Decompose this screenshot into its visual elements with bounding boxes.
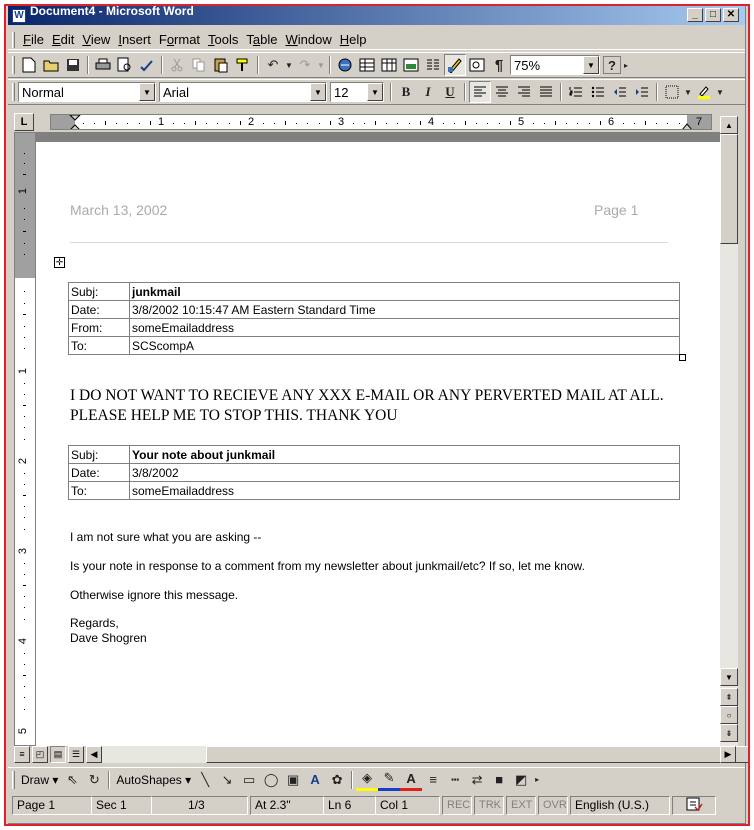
underline-button[interactable]: U [445,84,455,99]
separator [87,56,89,74]
maximize-button[interactable]: □ [705,8,721,22]
separator [390,83,392,101]
status-at[interactable]: At 2.3" [250,796,324,815]
separator [329,56,331,74]
help-icon[interactable] [603,56,621,74]
reply-paragraph-2[interactable]: Is your note in response to a comment from my newsletter about junkmail/etc? If so, let me know. [70,559,585,573]
italic-button[interactable]: I [425,84,431,99]
fill-color-icon[interactable]: ◈ [356,769,378,791]
spelling-status-icon[interactable] [672,796,716,815]
zoom-value: 75% [514,57,541,73]
status-rec[interactable]: REC [442,796,472,815]
vruler-ticks [15,133,35,746]
font-size-value: 12 [334,84,349,100]
toolbar-grip[interactable] [12,83,15,101]
align-center-icon[interactable] [491,81,513,103]
shadow-icon[interactable]: ■ [495,772,504,787]
style-value: Normal [22,84,64,100]
signature-line[interactable]: Dave Shogren [70,631,147,645]
table-cell-key[interactable]: Subj: [69,446,130,464]
chevron-down-icon[interactable]: ▼ [310,83,326,101]
status-section[interactable]: Sec 1 [92,796,152,815]
horizontal-ruler[interactable] [50,114,712,130]
menu-insert[interactable]: Insert [118,32,151,47]
show-hide-icon[interactable]: ¶ [494,56,504,74]
arrow-style-icon[interactable]: ⇄ [471,771,483,787]
font-color-icon[interactable]: A [400,769,422,791]
close-button[interactable]: ✕ [723,8,739,22]
scroll-thumb[interactable] [720,134,738,244]
window-controls [687,8,739,22]
horizontal-scroll-thumb[interactable] [206,746,750,763]
vertical-scrollbar[interactable] [720,116,738,748]
autoshapes-menu-button[interactable]: AutoShapes ▾ [116,772,192,787]
autoshapes-label: AutoShapes [116,772,182,787]
print-icon[interactable] [92,54,114,76]
align-left-icon[interactable] [469,81,491,103]
wordart-icon[interactable]: A [310,772,320,787]
menu-bar [8,30,745,50]
toolbar-grip[interactable] [12,771,15,789]
separator [464,83,466,101]
vruler-number: 1 [17,187,30,195]
horizontal-scroll-row [14,746,738,764]
menu-format[interactable]: Format [158,32,201,47]
print-layout-view-icon[interactable]: ▤ [50,746,66,763]
borders-icon[interactable] [661,81,683,103]
separator [351,771,353,789]
title-bar [8,6,745,25]
draw-menu-button[interactable]: Draw ▾ [21,772,59,787]
borders-dropdown-icon[interactable]: ▼ [684,87,692,97]
align-right-icon[interactable] [513,81,535,103]
horizontal-scroll-track[interactable] [102,746,722,763]
previous-page-icon[interactable]: ⇞ [720,688,738,706]
document-area[interactable] [36,132,720,746]
table-row [69,446,680,464]
window-title: Document4 - Microsoft Word [30,6,194,18]
status-language[interactable]: English (U.S.) [570,796,670,815]
font-value: Arial [163,84,190,100]
tab-selector-button[interactable]: L [14,113,34,131]
table-row [69,337,680,355]
tables-borders-icon[interactable] [356,54,378,76]
screenshot-frame [4,4,750,826]
scroll-down-icon[interactable]: ▼ [720,668,738,686]
menu-edit[interactable]: Edit [51,32,75,47]
justify-icon[interactable] [535,81,557,103]
chevron-down-icon[interactable]: ▼ [367,83,383,101]
indent-markers-icon[interactable] [69,115,81,130]
toolbar-options-icon[interactable]: ▸ [623,60,628,70]
toolbar-grip[interactable] [12,56,15,74]
horizontal-ruler-row [8,110,745,132]
status-line[interactable]: Ln 6 [324,796,376,815]
table-row [69,301,680,319]
bullets-icon[interactable] [587,81,609,103]
table-row [69,464,680,482]
menu-window[interactable]: Window [285,32,332,47]
table-cell-key[interactable]: From: [69,319,130,337]
cut-icon[interactable] [166,54,188,76]
format-painter-icon[interactable] [232,54,254,76]
menubar-grip[interactable] [12,32,15,48]
table-cell-value[interactable]: 3/8/2002 10:15:47 AM Eastern Standard Time [130,301,680,319]
font-select[interactable] [159,82,327,102]
numbering-icon[interactable] [565,81,587,103]
table-resize-handle-icon[interactable] [679,354,686,361]
clip-art-icon[interactable]: ✿ [331,771,343,787]
ruler-number: 1 [158,116,165,128]
arrow-icon[interactable]: ↘ [221,771,233,787]
ruler-number: 7 [696,116,703,128]
decrease-indent-icon[interactable] [609,81,631,103]
free-rotate-icon[interactable]: ↻ [88,771,100,787]
chevron-down-icon[interactable]: ▼ [139,83,155,101]
copy-icon[interactable] [188,54,210,76]
print-preview-icon[interactable] [114,54,136,76]
minimize-button[interactable]: _ [687,8,703,22]
chevron-down-icon[interactable]: ▼ [583,56,599,74]
separator [161,56,163,74]
separator [656,83,658,101]
scroll-right-icon[interactable]: ▶ [720,746,736,763]
redo-icon[interactable]: ↷ [299,57,311,72]
drawing-icon[interactable] [444,54,466,76]
table-cell-value[interactable]: someEmailaddress [130,319,680,337]
drawing-toolbar [8,767,745,791]
font-size-select[interactable] [330,82,384,102]
table-cell-value[interactable]: SCScompA [130,337,680,355]
message2-table[interactable] [68,445,680,500]
line-icon[interactable]: ╲ [201,771,210,787]
help-glyph: ? [608,57,616,73]
select-browse-object-icon[interactable]: ○ [720,706,738,724]
insert-excel-icon[interactable] [400,54,422,76]
dash-style-icon[interactable]: ┅ [451,771,460,787]
ruler-number: 5 [518,116,525,128]
separator [560,83,562,101]
web-layout-view-icon[interactable]: ◰ [32,746,48,763]
table-cell-key[interactable]: To: [69,337,130,355]
highlight-icon[interactable] [693,81,715,103]
ruler-number: 3 [338,116,345,128]
line-color-icon[interactable]: ✎ [378,769,400,791]
complaint-paragraph[interactable]: I DO NOT WANT TO RECIEVE ANY XXX E-MAIL OR ANY PERVERTED MAIL AT ALL. PLEASE HELP ME TO STOP THIS. THANK YOU [70,387,664,424]
table-move-handle-icon[interactable]: ✛ [55,257,64,267]
style-select[interactable] [18,82,156,102]
menu-tools[interactable]: Tools [208,32,239,47]
text-box-icon[interactable]: ▣ [286,771,300,787]
open-folder-icon[interactable] [40,54,62,76]
status-trk[interactable]: TRK [474,796,504,815]
word-window [8,6,746,824]
word-app-icon[interactable]: W [12,9,26,23]
paste-icon[interactable] [210,54,232,76]
highlight-dropdown-icon[interactable]: ▼ [716,87,724,97]
ruler-number: 2 [248,116,255,128]
formatting-toolbar [8,79,745,105]
standard-toolbar [8,52,745,78]
save-icon[interactable] [62,54,84,76]
insert-table-icon[interactable] [378,54,400,76]
menu-file[interactable]: File [23,32,44,47]
reply-paragraph-3[interactable]: Otherwise ignore this message. [70,588,239,602]
new-document-icon[interactable] [18,54,40,76]
menu-table[interactable]: Table [246,32,278,47]
table-row [69,283,680,301]
vruler-number: 2 [17,457,30,465]
vruler-number: 4 [17,637,30,645]
status-column[interactable]: Col 1 [376,796,440,815]
table-cell-value[interactable]: Your note about junkmail [130,446,680,464]
menu-help[interactable]: Help [339,32,367,47]
select-objects-icon[interactable]: ⇖ [66,771,78,787]
right-indent-marker-icon[interactable] [681,115,693,130]
table-cell-key[interactable]: Subj: [69,283,130,301]
redo-dropdown-icon[interactable]: ▼ [317,60,325,70]
status-ext[interactable]: EXT [506,796,536,815]
ruler-number: 6 [608,116,615,128]
undo-icon[interactable]: ↶ [267,57,279,72]
outline-view-icon[interactable]: ☰ [68,746,84,763]
document-map-icon[interactable] [466,54,488,76]
increase-indent-icon[interactable] [631,81,653,103]
status-page[interactable]: Page 1 [12,796,92,815]
drawing-options-icon[interactable]: ▸ [535,775,540,784]
separator [257,56,259,74]
table-cell-key[interactable]: Date: [69,464,130,482]
oval-icon[interactable]: ◯ [263,771,279,787]
insert-hyperlink-icon[interactable] [334,54,356,76]
next-page-icon[interactable]: ⇟ [720,724,738,742]
scroll-left-icon[interactable]: ◀ [86,746,102,763]
spelling-icon[interactable] [136,54,158,76]
document-page[interactable] [36,142,720,746]
vruler-number: 5 [17,727,30,735]
header-rule [70,242,668,243]
separator [108,771,110,789]
menu-view[interactable]: View [82,32,111,47]
message1-table[interactable] [68,282,680,355]
3d-icon[interactable]: ◩ [514,771,528,787]
table-cell-value[interactable]: junkmail [130,283,680,301]
normal-view-icon[interactable]: ≡ [14,746,30,763]
table-row [69,482,680,500]
table-cell-key[interactable]: To: [69,482,130,500]
status-ovr[interactable]: OVR [538,796,568,815]
undo-dropdown-icon[interactable]: ▼ [285,60,293,70]
header-page-number: Page 1 [594,202,639,218]
table-cell-key[interactable]: Date: [69,301,130,319]
vruler-number: 1 [17,367,30,375]
bold-button[interactable]: B [401,84,411,99]
rectangle-icon[interactable]: ▭ [242,771,256,787]
status-page-count[interactable]: 1/3 [152,796,248,815]
reply-paragraph-1[interactable]: I am not sure what you are asking -- [70,530,262,544]
table-row [69,319,680,337]
vertical-ruler[interactable] [14,132,36,746]
draw-label: Draw [21,772,50,787]
table-cell-value[interactable]: someEmailaddress [130,482,680,500]
status-bar [8,794,745,816]
vruler-number: 3 [17,547,30,555]
closing-line[interactable]: Regards, [70,616,119,630]
ruler-number: 4 [428,116,435,128]
scroll-up-icon[interactable]: ▲ [720,116,738,134]
table-cell-value[interactable]: 3/8/2002 [130,464,680,482]
columns-icon[interactable] [422,54,444,76]
zoom-select[interactable] [510,55,600,75]
header-date: March 13, 2002 [70,202,168,218]
line-style-icon[interactable]: ≡ [429,772,437,787]
